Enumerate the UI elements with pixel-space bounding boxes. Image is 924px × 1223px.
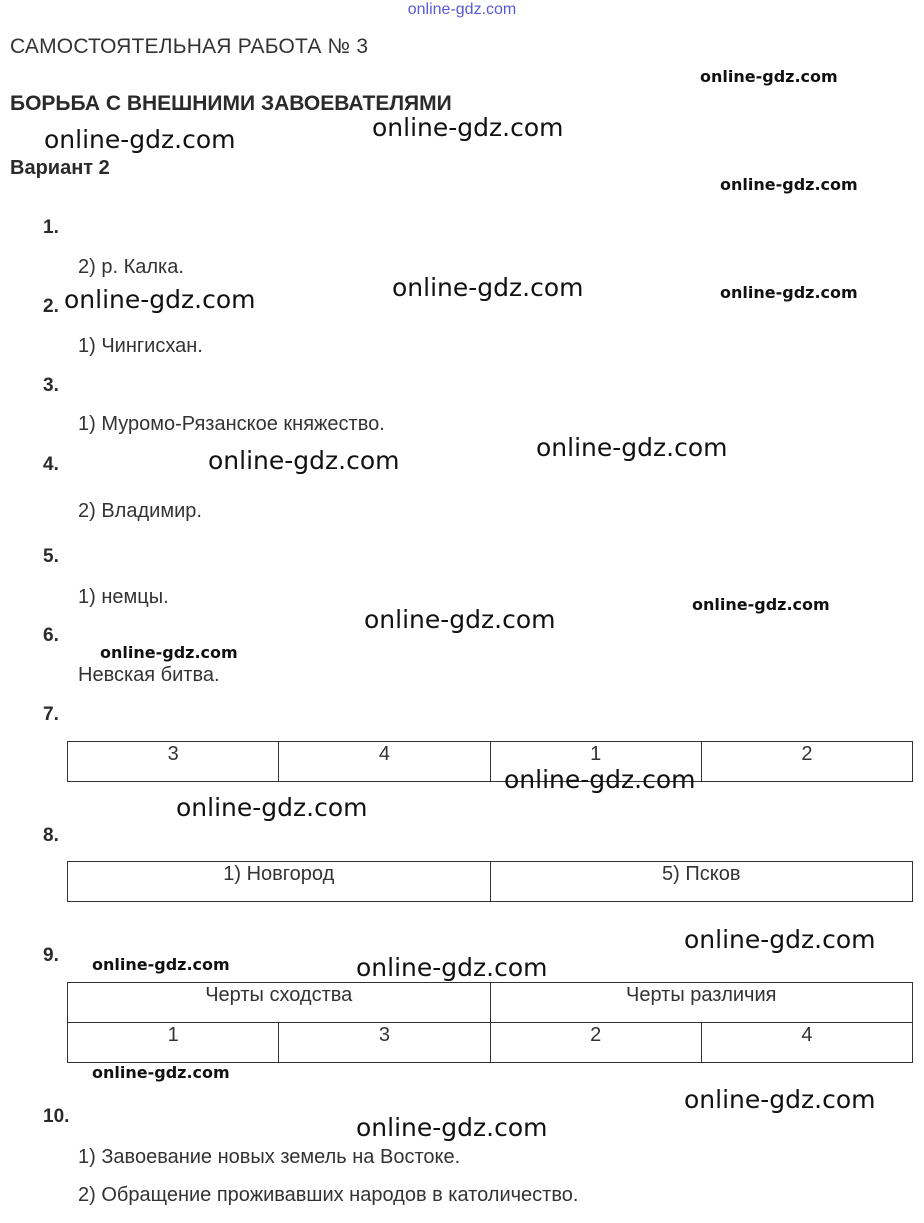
watermark: online-gdz.com [684, 1085, 876, 1114]
table-cell: 2 [701, 742, 912, 782]
watermark: online-gdz.com [176, 793, 368, 822]
site-header[interactable]: online-gdz.com [407, 1, 517, 18]
watermark: online-gdz.com [100, 643, 238, 662]
table-cell: 1 [68, 1023, 279, 1063]
watermark: online-gdz.com [536, 433, 728, 462]
question-number: 9. [43, 945, 59, 966]
watermark: online-gdz.com [372, 113, 564, 142]
table-cell: 1) Новгород [68, 862, 491, 902]
table-cell: 4 [279, 742, 490, 782]
table-cell: 4 [701, 1023, 912, 1063]
watermark: online-gdz.com [504, 765, 696, 794]
answer-text: 1) Муромо-Рязанское княжество. [78, 413, 385, 435]
table-cell: 5) Псков [490, 862, 913, 902]
table-cell: 3 [279, 1023, 490, 1063]
answer-text: 1) Чингисхан. [78, 335, 203, 357]
question-number: 6. [43, 625, 59, 646]
watermark: online-gdz.com [700, 67, 838, 86]
answer-table-7 [67, 741, 913, 782]
table-cell: 2 [490, 1023, 701, 1063]
question-number: 10. [43, 1106, 70, 1127]
answer-text: 1) немцы. [78, 586, 169, 608]
watermark: online-gdz.com [92, 1063, 230, 1082]
watermark: online-gdz.com [208, 446, 400, 475]
question-number: 3. [43, 375, 59, 396]
variant-label: Вариант 2 [10, 157, 110, 179]
table-header-cell: Черты различия [490, 983, 913, 1023]
answer-text: 2) р. Калка. [78, 256, 184, 278]
answer-text: 2) Обращение проживавших народов в католичество. [78, 1184, 579, 1206]
watermark: online-gdz.com [364, 605, 556, 634]
question-number: 1. [43, 217, 59, 238]
watermark: online-gdz.com [356, 1113, 548, 1142]
watermark: online-gdz.com [692, 595, 830, 614]
table-header-cell: Черты сходства [68, 983, 491, 1023]
watermark: online-gdz.com [44, 125, 236, 154]
watermark: online-gdz.com [720, 175, 858, 194]
topic-title: БОРЬБА С ВНЕШНИМИ ЗАВОЕВАТЕЛЯМИ [10, 92, 452, 115]
answer-text: 2) Владимир. [78, 500, 202, 522]
question-number: 8. [43, 825, 59, 846]
answer-table-8 [67, 861, 913, 902]
question-number: 5. [43, 546, 59, 567]
watermark: online-gdz.com [64, 285, 256, 314]
question-number: 7. [43, 704, 59, 725]
watermark: online-gdz.com [356, 953, 548, 982]
watermark: online-gdz.com [720, 283, 858, 302]
answer-table-9 [67, 982, 913, 1063]
work-title: САМОСТОЯТЕЛЬНАЯ РАБОТА № 3 [10, 35, 369, 58]
answer-text: Невская битва. [78, 664, 220, 686]
question-number: 4. [43, 454, 59, 475]
watermark: online-gdz.com [684, 925, 876, 954]
answer-text: 1) Завоевание новых земель на Востоке. [78, 1146, 461, 1168]
table-cell: 3 [68, 742, 279, 782]
question-number: 2. [43, 296, 59, 317]
table-cell: 1 [490, 742, 701, 782]
watermark: online-gdz.com [92, 955, 230, 974]
watermark: online-gdz.com [392, 273, 584, 302]
